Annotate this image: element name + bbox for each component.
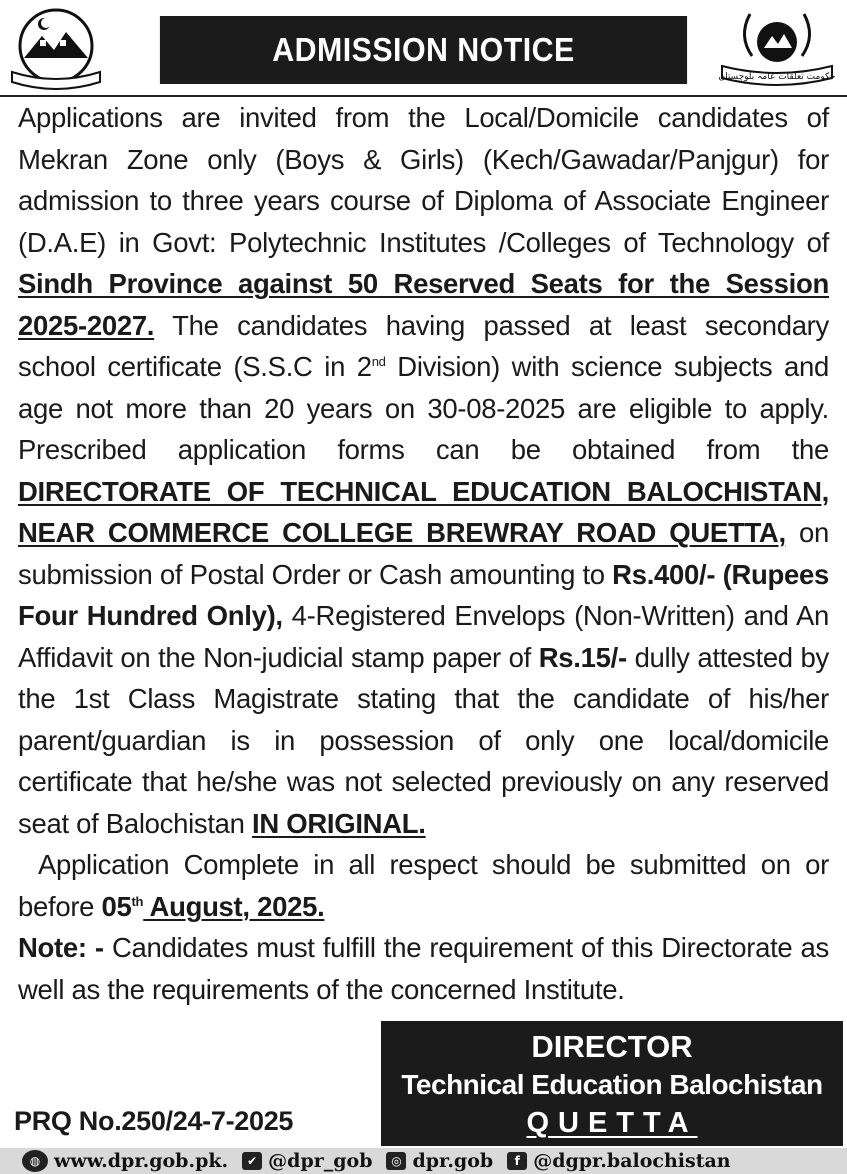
signature-block — [381, 1021, 843, 1146]
signatory-city: QUETTA — [526, 1107, 698, 1139]
twitter-handle[interactable]: @dpr_gob — [268, 1150, 373, 1172]
facebook-handle[interactable]: @dgpr.balochistan — [533, 1150, 731, 1172]
globe-icon: ◍ — [22, 1150, 48, 1172]
dpr-seal-logo — [716, 6, 838, 90]
instagram-handle[interactable]: dpr.gob — [412, 1150, 494, 1172]
website-link[interactable]: www.dpr.gob.pk. — [54, 1150, 229, 1172]
note-paragraph: Note: - Candidates must fulfill the requirement of this Directorate as well as the requirements of the concerned Institute. — [18, 932, 830, 1005]
twitter-icon: ✔ — [242, 1152, 262, 1170]
notice-paragraph: Applications are invited from the Local/Domicile candidates of Mekran Zone only (Boys & Girls) (Kech/Gawadar/Panjgur) for admission to three years course of Diploma of Associate Engineer (D.A.E) in Govt: Polytechnic Institutes /Colleges of Technology of Sindh Province against 50 Reserved Seats for the Session 2025-2027. The candidates having passed at least secondary school certificate (S.S.C in 2nd Division) with science subjects and age not more than 20 years on 30-08-2025 are eligible to apply. Prescribed application forms can be obtained from the DIRECTORATE OF TECHNICAL EDUCATION BALOCHISTAN, NEAR COMMERCE COLLEGE BREWRAY ROAD QUETTA, on submission of Postal Order or Cash amounting to Rs.400/- (Rupees Four Hundred Only), 4-Registered Envelops (Non-Written) and An Affidavit on the Non-judicial stamp paper of Rs.15/- dully attested by the 1st Class Magistrate stating that the candidate of his/her parent/guardian is in possession of only one local/domicile certificate that he/she was not selected previously on any reserved seat of Balochistan IN ORIGINAL. — [18, 102, 829, 839]
signatory-department: Technical Education Balochistan — [401, 1069, 823, 1100]
instagram-icon: ◎ — [386, 1152, 406, 1170]
header — [0, 0, 847, 96]
balochistan-emblem-logo — [8, 6, 104, 90]
facebook-icon: f — [507, 1152, 527, 1170]
seal-caption: حکومت تعلقات عامہ بلوچستان — [718, 72, 836, 82]
notice-body — [18, 97, 829, 1010]
signatory-title: DIRECTOR — [531, 1029, 693, 1064]
submission-deadline: Application Complete in all respect should be submitted on or before 05th August, 2025. — [18, 849, 829, 922]
prq-number: PRQ No.250/24-7-2025 — [14, 1106, 294, 1136]
footer-bar — [0, 1148, 847, 1174]
page-title: ADMISSION NOTICE — [160, 16, 687, 84]
